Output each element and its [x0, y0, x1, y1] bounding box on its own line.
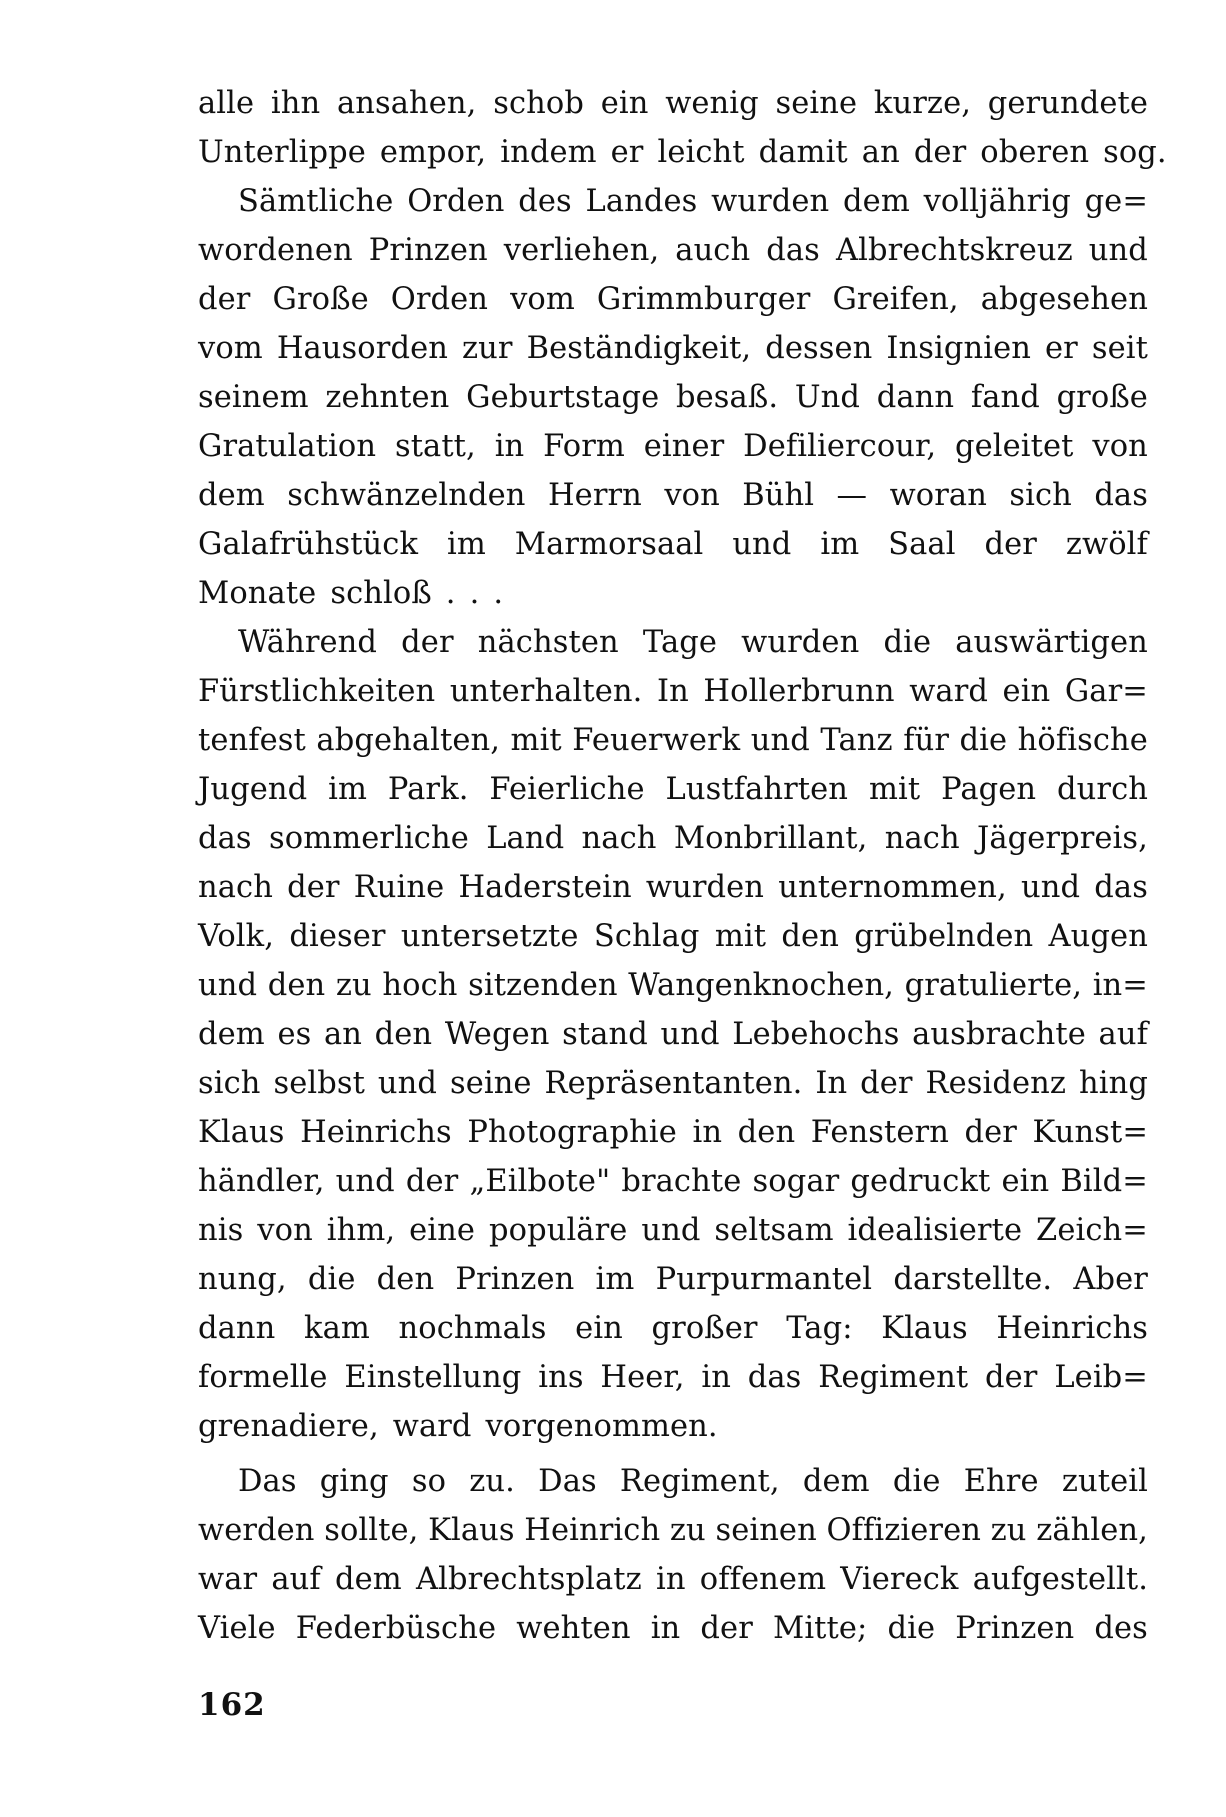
word: Pagen [941, 772, 1037, 807]
word: Photographie [467, 1115, 677, 1150]
word: Viele [198, 1611, 276, 1646]
word: Ruine [353, 870, 445, 905]
word: der [401, 625, 454, 660]
word: Albrechtskreuz [835, 233, 1073, 268]
text-line [198, 1457, 1148, 1506]
word: Heer, [600, 1360, 685, 1395]
word: nis [198, 1213, 244, 1248]
word: Residenz [925, 1066, 1067, 1101]
word: vom [510, 282, 575, 317]
word: an [861, 135, 900, 170]
word: wurden [711, 184, 830, 219]
word: tenfest [198, 723, 306, 758]
word: dieser [289, 919, 386, 954]
text-line [198, 177, 1148, 226]
word: Klaus [428, 1513, 515, 1548]
word: schloß [330, 576, 432, 611]
word: zu [669, 1513, 706, 1548]
word: das [198, 821, 252, 856]
word: unternommen, [778, 870, 1007, 905]
word: brachte [621, 1164, 742, 1199]
word: die [887, 1611, 936, 1646]
word: der [985, 1360, 1038, 1395]
word: schwänzelnden [287, 478, 526, 513]
word: Grimmburger [596, 282, 811, 317]
word: wenig [665, 86, 759, 121]
word: ausbrachte [912, 1017, 1086, 1052]
text-line [198, 863, 1148, 912]
word: dann [198, 1311, 276, 1346]
word: zu [335, 968, 372, 1003]
word: . [493, 576, 504, 611]
word: die [959, 723, 1008, 758]
word: sitzenden [468, 968, 618, 1003]
word: und [660, 1017, 720, 1052]
word: leicht [657, 135, 745, 170]
word: alle [198, 86, 255, 121]
text-line [198, 324, 1148, 373]
word: Jugend [198, 772, 308, 807]
word: hing [1078, 1066, 1148, 1101]
word: und [198, 968, 258, 1003]
word: einer [643, 429, 725, 464]
word: Form [543, 429, 625, 464]
word: zehnten [325, 380, 450, 415]
word: ward [392, 1409, 472, 1444]
text-line [198, 1555, 1148, 1604]
word: Regiment [818, 1360, 969, 1395]
word: war [198, 1562, 258, 1597]
word: des [1094, 1611, 1148, 1646]
word: Offizieren [826, 1513, 981, 1548]
word: es [277, 1017, 312, 1052]
word: Lustfahrten [665, 772, 849, 807]
text-line [198, 618, 1148, 667]
word: . [469, 576, 480, 611]
word: die [307, 1262, 356, 1297]
word: Aber [1073, 1262, 1148, 1297]
word: besaß. [676, 380, 779, 415]
word: in [692, 1115, 723, 1150]
word: nach [581, 821, 657, 856]
word: Und [794, 380, 860, 415]
word: ihm, [326, 1213, 396, 1248]
word: Tag: [786, 1311, 853, 1346]
word: in [701, 1360, 731, 1395]
word: das [747, 1360, 802, 1395]
word: für [903, 723, 949, 758]
word: Kunst= [1032, 1115, 1148, 1150]
word: dann [876, 380, 955, 415]
word: kam [304, 1311, 370, 1346]
body-text [198, 79, 1167, 1653]
word: und [377, 1066, 438, 1101]
word: dem [198, 1017, 265, 1052]
word: wehten [516, 1611, 631, 1646]
word: seine [449, 1066, 532, 1101]
word: mit [868, 772, 921, 807]
word: das [1094, 870, 1148, 905]
word: nach [198, 870, 273, 905]
word: großer [651, 1311, 758, 1346]
word: das [1094, 478, 1148, 513]
word: seine [775, 86, 858, 121]
word: durch [1057, 772, 1148, 807]
word: . [445, 576, 456, 611]
word: idealisierte [847, 1213, 1023, 1248]
word: in [650, 1611, 681, 1646]
word: eine [409, 1213, 476, 1248]
word: auf [271, 1562, 321, 1597]
word: Saal [888, 527, 956, 562]
word: an [323, 1017, 363, 1052]
word: Hausorden [276, 331, 448, 366]
word: er [610, 135, 644, 170]
word: im [820, 527, 860, 562]
text-line [198, 275, 1148, 324]
word: ein [1002, 674, 1051, 709]
text-line [198, 1157, 1148, 1206]
word: nochmals [398, 1311, 547, 1346]
word: ein [575, 1311, 623, 1346]
word: den [267, 968, 326, 1003]
word: dem [198, 478, 265, 513]
word: Defiliercour, [743, 429, 937, 464]
word: grenadiere, [198, 1409, 379, 1444]
word: seltsam [714, 1213, 834, 1248]
word: Regiment, [619, 1464, 780, 1499]
word: dem [843, 184, 910, 219]
word: Volk, [198, 919, 275, 954]
word: den [376, 1262, 435, 1297]
word: Bild= [1060, 1164, 1148, 1199]
word: werden [198, 1513, 315, 1548]
text-line [198, 1108, 1148, 1157]
word: Tanz [820, 723, 893, 758]
word: Klaus [198, 1115, 285, 1150]
word: in= [1092, 968, 1148, 1003]
word: seinen [715, 1513, 817, 1548]
word: empor, [379, 135, 487, 170]
word: nächsten [477, 625, 619, 660]
word: ein [1001, 1164, 1050, 1199]
text-line [198, 912, 1148, 961]
word: In [656, 674, 689, 709]
word: sog. [1103, 135, 1167, 170]
word: dem [335, 1562, 402, 1597]
word: nach [884, 821, 960, 856]
word: verliehen, [503, 233, 660, 268]
word: von [664, 478, 720, 513]
word: woran [889, 478, 987, 513]
word: indem [500, 135, 597, 170]
word: von [257, 1213, 313, 1248]
word: Herrn [547, 478, 642, 513]
word: Unterlippe [198, 135, 366, 170]
word: Fenstern [810, 1115, 949, 1150]
word: Landes [585, 184, 698, 219]
word: Greifen, [832, 282, 959, 317]
word: seit [1091, 331, 1148, 366]
word: Geburtstage [466, 380, 660, 415]
text-line [198, 1010, 1148, 1059]
text-line [198, 569, 1148, 618]
word: Repräsentanten. [544, 1066, 803, 1101]
word: Orden [407, 184, 505, 219]
word: „Eilbote" [469, 1164, 611, 1199]
word: Land [486, 821, 565, 856]
word: Tage [642, 625, 718, 660]
word: vorgenommen. [485, 1409, 718, 1444]
word: sich [198, 1066, 261, 1101]
word: Hollerbrunn [703, 674, 895, 709]
word: aufgestellt. [972, 1562, 1148, 1597]
word: sogar [752, 1164, 840, 1199]
word: im [595, 1262, 635, 1297]
word: stand [562, 1017, 648, 1052]
word: Insignien [886, 331, 1031, 366]
word: kurze, [873, 86, 972, 121]
word: populäre [488, 1213, 628, 1248]
word: statt, [394, 429, 476, 464]
text-line [198, 961, 1148, 1010]
word: ihn [270, 86, 321, 121]
word: zu. [469, 1464, 515, 1499]
word: schob [493, 86, 584, 121]
word: Monbrillant, [673, 821, 868, 856]
word: Feuerwerk [572, 723, 741, 758]
word: Augen [1048, 919, 1148, 954]
word: wurden [741, 625, 860, 660]
word: im [446, 527, 486, 562]
word: ein [600, 86, 649, 121]
text-line [198, 520, 1148, 569]
word: selbst [273, 1066, 365, 1101]
word: untersetzte [400, 919, 579, 954]
text-line [198, 373, 1148, 422]
word: Klaus [881, 1311, 968, 1346]
word: zählen, [1036, 1513, 1148, 1548]
word: offenem [699, 1562, 827, 1597]
word: ansahen, [336, 86, 477, 121]
word: Jägerpreis, [977, 821, 1148, 856]
word: ge= [1084, 184, 1148, 219]
word: Bühl [742, 478, 815, 513]
word: grübelnden [854, 919, 1034, 954]
word: hoch [382, 968, 458, 1003]
word: wurden [645, 870, 765, 905]
text-line [198, 716, 1148, 765]
word: Lebehochs [732, 1017, 900, 1052]
word: nung, [198, 1262, 287, 1297]
word: mit [714, 919, 767, 954]
text-line [198, 128, 1167, 177]
word: der [913, 135, 967, 170]
text-line [198, 814, 1148, 863]
word: von [1092, 429, 1148, 464]
word: Gar= [1064, 674, 1148, 709]
word: Heinrich [524, 1513, 661, 1548]
word: und [641, 1213, 701, 1248]
text-line [198, 79, 1148, 128]
word: geleitet [955, 429, 1074, 464]
word: Beständigkeit, [526, 331, 752, 366]
word: seinem [198, 380, 309, 415]
text-line [198, 1604, 1148, 1653]
text-line [198, 1353, 1148, 1402]
word: sommerliche [269, 821, 469, 856]
word: dem [802, 1464, 870, 1499]
word: zu [990, 1513, 1027, 1548]
text-line [198, 1059, 1148, 1108]
word: Das [238, 1464, 297, 1499]
word: der [860, 1066, 913, 1101]
word: so [411, 1464, 447, 1499]
word: Mitte; [773, 1611, 868, 1646]
text-line [198, 226, 1148, 275]
word: Marmorsaal [514, 527, 704, 562]
word: der [405, 1164, 459, 1199]
word: er [1045, 331, 1078, 366]
word: auf [1098, 1017, 1148, 1052]
word: Ehre [963, 1464, 1039, 1499]
text-line [198, 422, 1148, 471]
word: des [518, 184, 572, 219]
word: und [750, 723, 810, 758]
word: auch [675, 233, 751, 268]
word: Einstellung [344, 1360, 522, 1395]
word: Das [538, 1464, 597, 1499]
word: im [328, 772, 367, 807]
word: Monate [198, 576, 317, 611]
text-line [198, 471, 1148, 520]
word: den [374, 1017, 433, 1052]
word: große [1056, 380, 1148, 415]
word: ward [909, 674, 988, 709]
word: höfische [1017, 723, 1148, 758]
word: Gratulation [198, 429, 377, 464]
text-line [198, 765, 1148, 814]
word: und [1021, 870, 1081, 905]
word: Haderstein [458, 870, 632, 905]
word: Park. [387, 772, 469, 807]
word: Große [272, 282, 369, 317]
word: in [655, 1562, 686, 1597]
word: Feierliche [489, 772, 645, 807]
word: die [883, 625, 932, 660]
word: gedruckt [850, 1164, 991, 1199]
page-number: 162 [198, 1687, 266, 1723]
word: der [984, 527, 1037, 562]
word: Heinrichs [300, 1115, 452, 1150]
word: zuteil [1061, 1464, 1148, 1499]
word: in [494, 429, 525, 464]
word: Orden [390, 282, 489, 317]
word: vom [198, 331, 263, 366]
word: Prinzen [368, 233, 488, 268]
word: volljährig [923, 184, 1071, 219]
word: der [964, 1115, 1017, 1150]
word: Heinrichs [996, 1311, 1148, 1346]
word: In [815, 1066, 848, 1101]
text-line [198, 667, 1148, 716]
word: Federbüsche [295, 1611, 497, 1646]
text-line [198, 1255, 1148, 1304]
word: formelle [198, 1360, 328, 1395]
word: händler, [198, 1164, 325, 1199]
word: Albrechtsplatz [416, 1562, 642, 1597]
word: dessen [765, 331, 873, 366]
word: damit [758, 135, 848, 170]
word: ins [538, 1360, 584, 1395]
word: Galafrühstück [198, 527, 419, 562]
word: gratulierte, [904, 968, 1083, 1003]
word: Fürstlichkeiten [198, 674, 436, 709]
word: abgesehen [980, 282, 1148, 317]
word: auswärtigen [955, 625, 1148, 660]
word: sich [1009, 478, 1072, 513]
word: der [198, 282, 251, 317]
word: oberen [980, 135, 1090, 170]
word: fand [970, 380, 1040, 415]
word: die [892, 1464, 941, 1499]
text-line [198, 1206, 1148, 1255]
word: darstellte. [893, 1262, 1053, 1297]
word: den [781, 919, 839, 954]
word: zur [461, 331, 513, 366]
word: Leib= [1054, 1360, 1148, 1395]
word: Prinzen [955, 1611, 1075, 1646]
word: und [1088, 233, 1148, 268]
word: Zeich= [1036, 1213, 1148, 1248]
word: ging [319, 1464, 389, 1499]
word: gerundete [987, 86, 1148, 121]
text-line [198, 1506, 1148, 1555]
word: der [700, 1611, 753, 1646]
word: abgehalten, [316, 723, 501, 758]
text-line [198, 1304, 1148, 1353]
word: Wangenknochen, [628, 968, 894, 1003]
word: der [287, 870, 340, 905]
word: Wegen [444, 1017, 550, 1052]
word: unterhalten. [449, 674, 643, 709]
word: zwölf [1065, 527, 1148, 562]
word: Purpurmantel [655, 1262, 873, 1297]
word: Viereck [840, 1562, 959, 1597]
word: Sämtliche [238, 184, 394, 219]
word: Prinzen [455, 1262, 575, 1297]
word: Während [238, 625, 378, 660]
word: mit [510, 723, 562, 758]
word: sollte, [324, 1513, 419, 1548]
word: das [766, 233, 820, 268]
word: Schlag [593, 919, 700, 954]
word: — [836, 478, 868, 513]
text-line [198, 1402, 1148, 1451]
word: und [335, 1164, 395, 1199]
word: wordenen [198, 233, 353, 268]
word: den [737, 1115, 796, 1150]
word: und [732, 527, 792, 562]
